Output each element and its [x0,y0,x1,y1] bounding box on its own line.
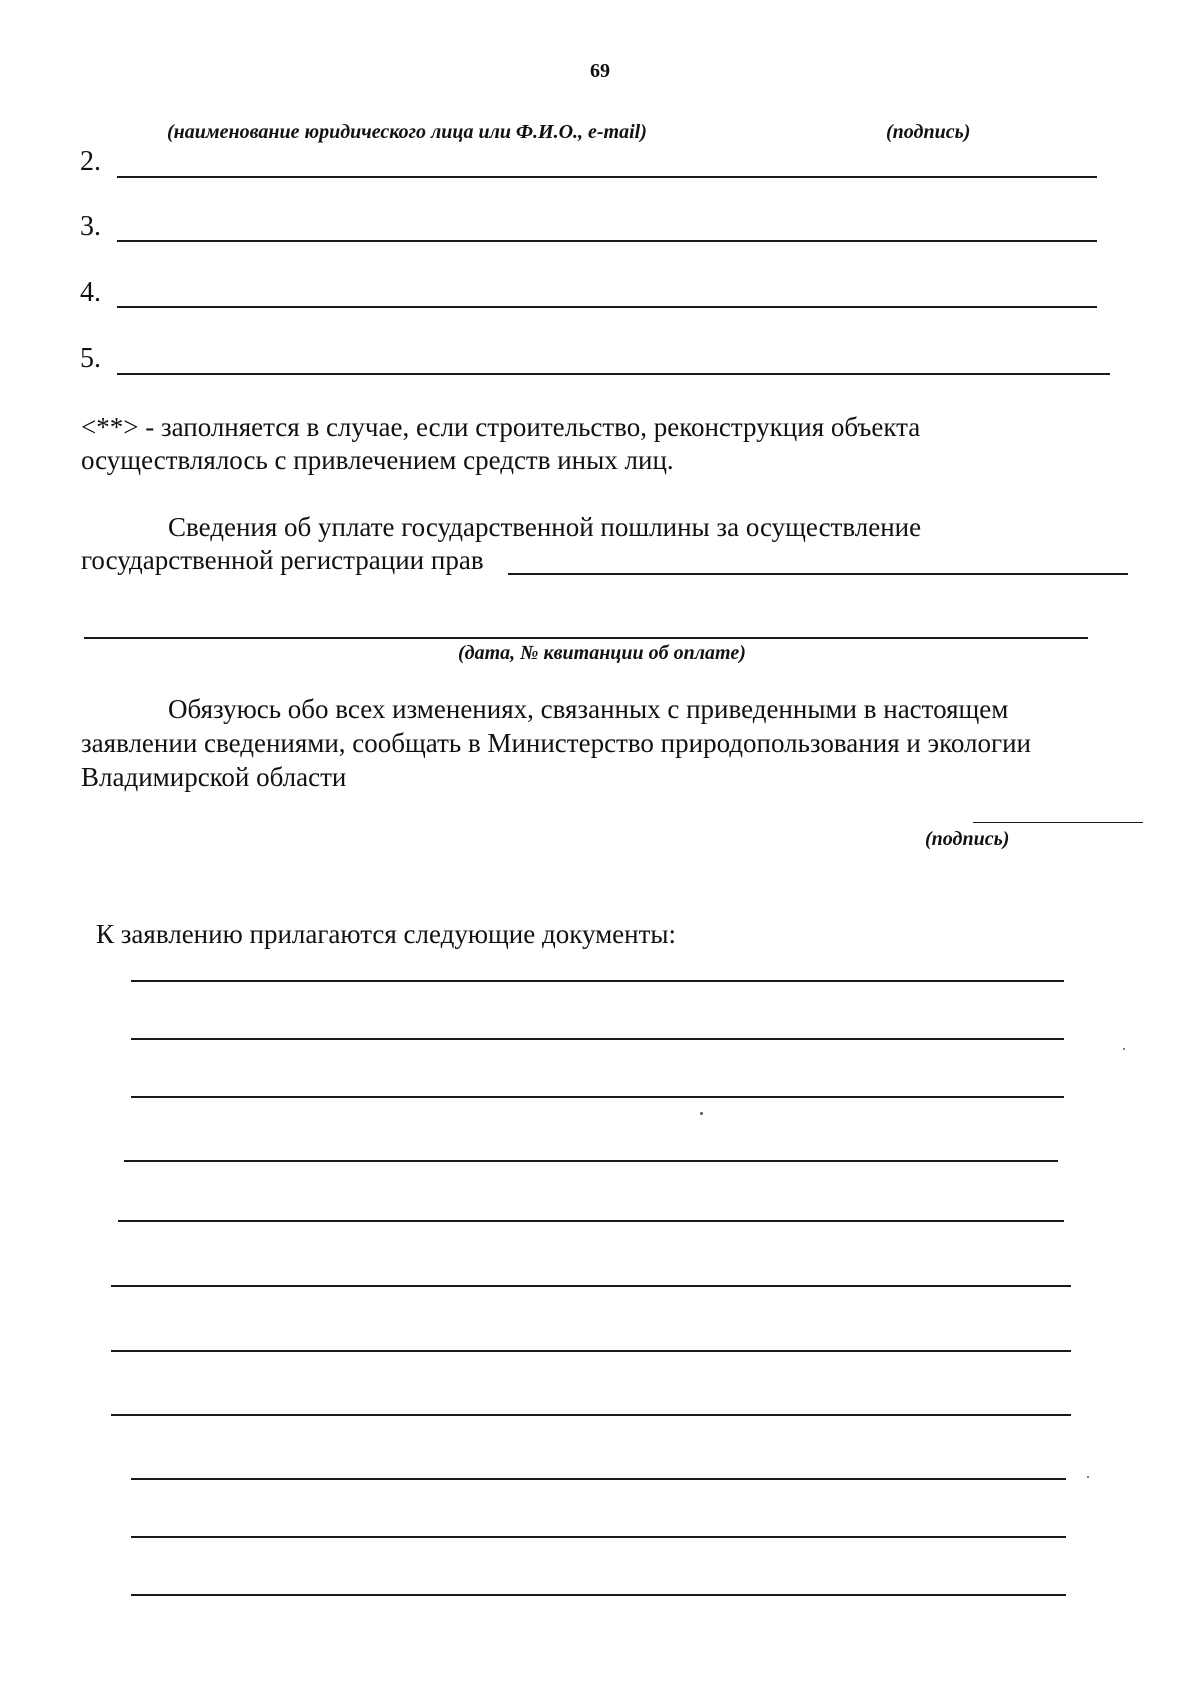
caption-signature: (подпись) [925,828,1010,850]
attachment-line-7[interactable] [111,1350,1071,1352]
obligation-line-2: заявлении сведениями, сообщать в Министерство природопользования и экологии [81,728,1031,758]
attachment-line-9[interactable] [131,1478,1066,1480]
list-number-5: 5. [80,343,101,374]
caption-legal-entity-name: (наименование юридического лица или Ф.И.О., e-mail) [167,121,647,143]
obligation-line-1: Обязуюсь обо всех изменениях, связанных с приведенными в настоящем [168,694,1009,724]
list-number-2: 2. [80,146,101,177]
list-number-4: 4. [80,277,101,308]
fee-fill-line[interactable] [508,573,1128,575]
attachment-line-2[interactable] [131,1038,1064,1040]
signature-fill-line[interactable] [973,822,1143,823]
attachment-line-5[interactable] [118,1220,1064,1222]
fill-line-5[interactable] [117,373,1110,375]
caption-payment-receipt: (дата, № квитанции об оплате) [458,642,746,664]
scan-speck [1123,1048,1125,1050]
fill-line-4[interactable] [117,306,1097,308]
fee-line-2: государственной регистрации прав [81,545,484,575]
attachments-heading: К заявлению прилагаются следующие документы: [96,919,677,949]
attachment-line-8[interactable] [111,1414,1071,1416]
list-number-3: 3. [80,211,101,242]
attachment-line-11[interactable] [131,1594,1066,1596]
attachment-line-4[interactable] [124,1160,1058,1162]
attachment-line-10[interactable] [131,1536,1066,1538]
payment-fill-line[interactable] [84,637,1088,639]
attachment-line-6[interactable] [111,1285,1071,1287]
attachment-line-3[interactable] [131,1096,1064,1098]
footnote-line-2: осуществлялось с привлечением средств иных лиц. [81,445,674,475]
scan-speck [1087,1476,1089,1478]
fee-line-1: Сведения об уплате государственной пошлины за осуществление [168,512,922,542]
fill-line-2[interactable] [117,176,1097,178]
caption-signature-top: (подпись) [886,121,971,143]
obligation-line-3: Владимирской области [81,762,347,792]
page-number: 69 [590,60,610,82]
scan-speck [700,1112,703,1115]
fill-line-3[interactable] [117,240,1097,242]
attachment-line-1[interactable] [131,980,1064,982]
footnote-line-1: <**> - заполняется в случае, если строительство, реконструкция объекта [81,412,921,442]
